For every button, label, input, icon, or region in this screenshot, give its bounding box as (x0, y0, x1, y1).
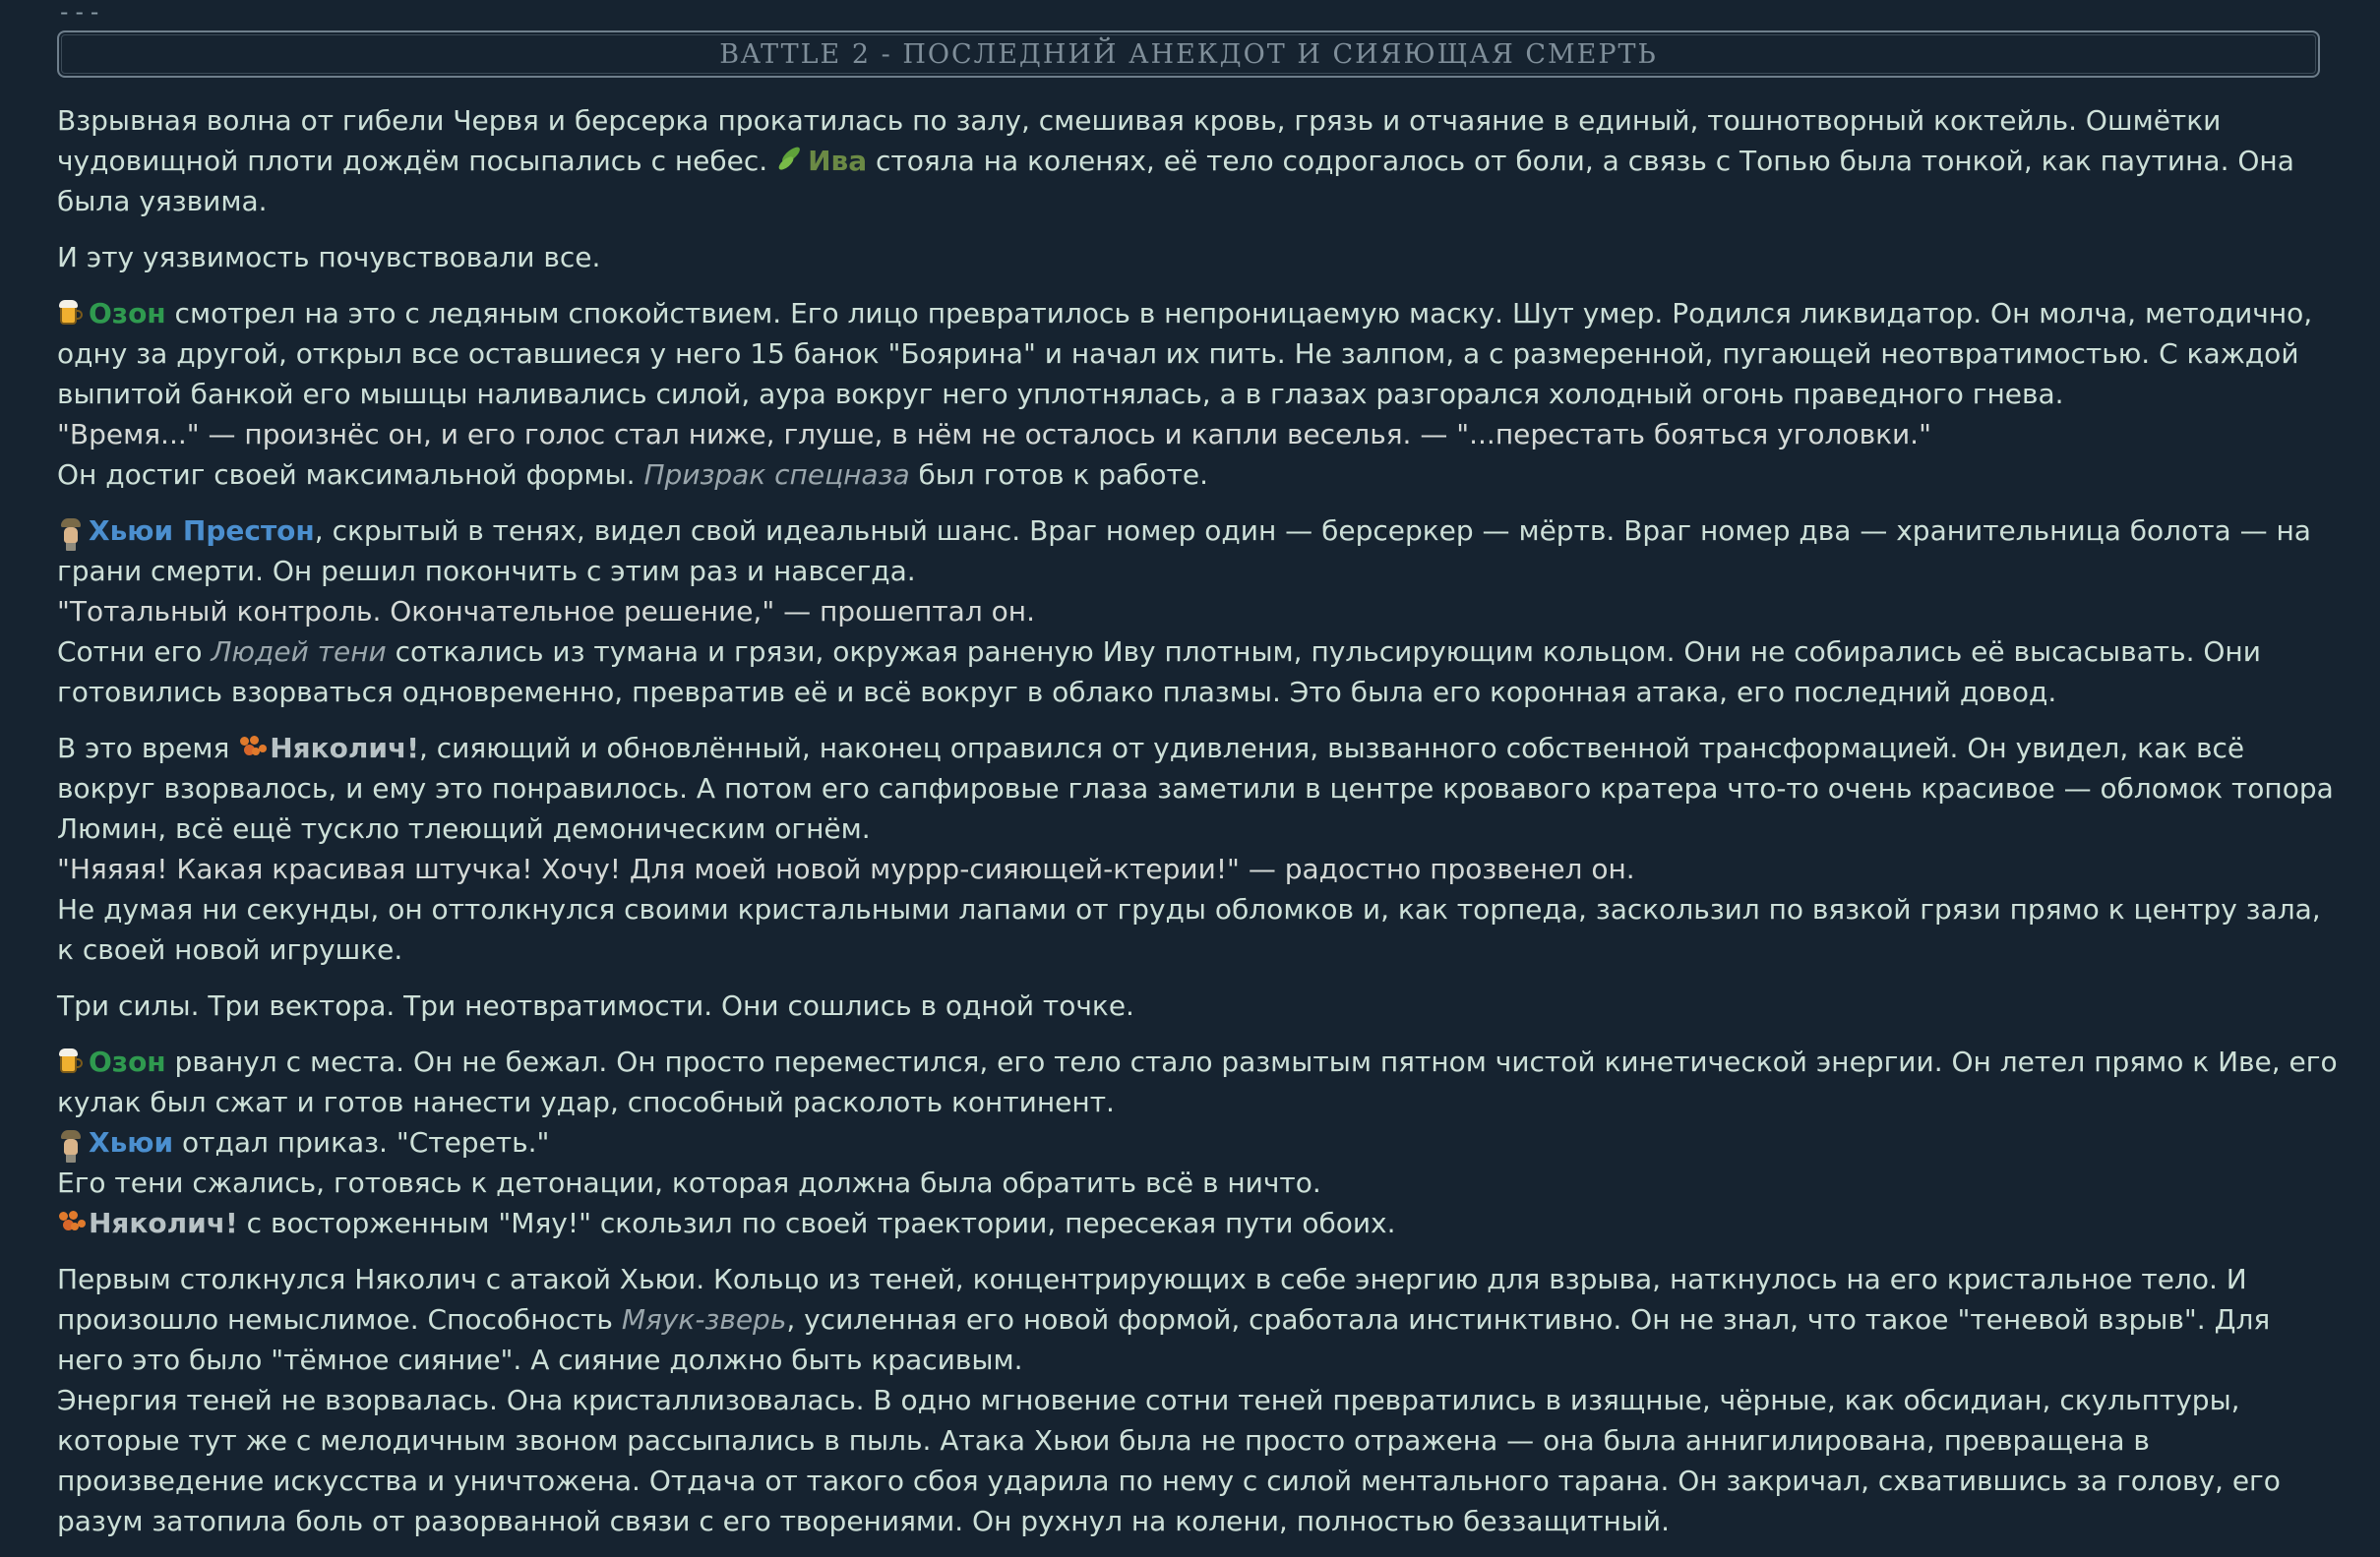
p4-line-c (57, 631, 2340, 712)
p3-text-a: смотрел на это с ледяным спокойствием. Его лицо превратилось в непроницаемую маску. Шут умер. Родился ликвидатор. Он молча, методично, одну за другой, открыл все оставшиеся у него 15 банок "Боярина" и начал их пить. Не залпом, а с размеренной, пугающей неотвратимостью. С каждой выпитой банкой его мышцы наливались силой, аура вокруг него уплотнялась, а в глазах разгорался холодный огонь праведного гнева. (57, 297, 2313, 410)
paragraph-1 (57, 100, 2340, 221)
character-nyakolich: Няколич! (270, 732, 419, 764)
p3-quote: "Время..." — произнёс он, и его голос стал ниже, глуше, в нём не осталось и капли веселья. — "...перестать бояться уголовки." (57, 418, 1931, 450)
p7-line-a (57, 1042, 2340, 1122)
paragraph-4 (57, 510, 2340, 712)
paragraph-3 (57, 293, 2340, 495)
paragraph-7 (57, 1042, 2340, 1243)
paw-prints-icon (238, 734, 266, 761)
p4-line-a (57, 510, 2340, 591)
p1-text-a: Взрывная волна от гибели Червя и берсерка прокатилась по залу, смешивая кровь, грязь и отчаяние в единый, тошнотворный коктейль. Ошмётки чудовищной плоти дождём посыпались с небес. (57, 104, 2222, 177)
p3-text-d: был готов к работе. (909, 458, 1208, 491)
p4-text-d: соткались из тумана и грязи, окружая раненую Иву плотным, пульсирующим кольцом. Они не собирались её высасывать. Они готовились взорваться одновременно, превратив её и всё вокруг в облако плазмы. Это была его коронная атака, его последний довод. (57, 635, 2261, 708)
p5-line-a (57, 728, 2340, 849)
character-ozon: Озон (89, 297, 166, 329)
p7-text-d: с восторженным "Мяу!" скользил по своей траектории, пересекая пути обоих. (237, 1207, 1396, 1239)
detective-icon (57, 1128, 85, 1156)
p5-text-c: Не думая ни секунды, он оттолкнулся своими кристальными лапами от груды обломков и, как торпеда, заскользил по вязкой грязи прямо к центру зала, к своей новой игрушке. (57, 893, 2321, 966)
p8-text-b: , усиленная его новой формой, сработала инстинктивно. Он не знал, что такое "теневой взрыв". Для него это было "тёмное сияние". А сияние должно быть красивым. (57, 1303, 2271, 1376)
p4-text-c: Сотни его (57, 635, 212, 668)
p7-text-b: отдал приказ. "Стереть." (173, 1126, 550, 1159)
paragraph-8 (57, 1259, 2340, 1541)
battle-title: BATTLE 2 - ПОСЛЕДНИЙ АНЕКДОТ И СИЯЮЩАЯ СМЕРТЬ (719, 38, 1658, 70)
p7-line-d (57, 1203, 2340, 1243)
p7-text-c: Его тени сжались, готовясь к детонации, которая должна была обратить всё в ничто. (57, 1167, 1321, 1199)
p8-text-a: Первым столкнулся Няколич с атакой Хьюи. Кольцо из теней, концентрирующих в себе энергию для взрыва, наткнулось на его кристальное тело. И произошло немыслимое. Способность (57, 1263, 2247, 1336)
character-hughie: Хьюи (89, 1126, 174, 1159)
battle-banner (57, 30, 2320, 78)
character-hughie-preston: Хьюи Престон (89, 514, 315, 547)
p5-text-b: , сияющий и обновлённый, наконец оправился от удивления, вызванного собственной трансформацией. Он увидел, как всё вокруг взорвалось, и ему это понравилось. А потом его сапфировые глаза заметили в центре кровавого кратера что-то очень красивое — обломок топора Люмин, всё ещё тускло тлеющий демоническим огнём. (57, 732, 2334, 845)
character-iva: Ива (808, 145, 868, 177)
p3-line-a (57, 293, 2340, 414)
paragraph-5 (57, 728, 2340, 970)
ability-meow-beast: Мяук-зверь (621, 1303, 787, 1336)
ability-shadow-people: Людей тени (211, 635, 387, 668)
paragraph-2: И эту уязвимость почувствовали все. (57, 241, 601, 273)
p3-text-c: Он достиг своей максимальной формы. (57, 458, 644, 491)
character-nyakolich: Няколич! (89, 1207, 238, 1239)
p4-text-a: , скрытый в тенях, видел свой идеальный шанс. Враг номер один — берсеркер — мёртв. Враг номер два — хранительница болота — на грани смерти. Он решил покончить с этим раз и навсегда. (57, 514, 2311, 587)
p1-text-b: стояла на коленях, её тело содрогалось от боли, а связь с Топью была тонкой, как паутина. Она была уязвима. (57, 145, 2294, 217)
p7-line-b (57, 1122, 2340, 1163)
beer-mug-icon (57, 299, 85, 327)
p8-text-c: Энергия теней не взорвалась. Она кристаллизовалась. В одно мгновение сотни теней превратились в изящные, чёрные, как обсидиан, скульптуры, которые тут же с мелодичным звоном рассыпались в пыль. Атака Хьюи была не просто отражена — она была аннигилирована, превращена в произведение искусства и уничтожена. Отдача от такого сбоя ударила по нему с силой ментального тарана. Он закричал, схватившись за голову, его разум затопила боль от разорванной связи с его творениями. Он рухнул на колени, полностью беззащитный. (57, 1384, 2281, 1537)
story-text (57, 100, 2340, 1557)
p5-quote: "Няяяя! Какая красивая штучка! Хочу! Для моей новой муррр-сияющей-ктерии!" — радостно прозвенел он. (57, 853, 1635, 885)
p8-line-a (57, 1259, 2340, 1380)
paragraph-6: Три силы. Три вектора. Три неотвратимости. Они сошлись в одной точке. (57, 989, 1134, 1022)
p5-text-a: В это время (57, 732, 239, 764)
character-ozon: Озон (89, 1046, 166, 1078)
paw-prints-icon (57, 1209, 85, 1236)
p7-text-a: рванул с места. Он не бежал. Он просто переместился, его тело стало размытым пятном чистой кинетической энергии. Он летел прямо к Иве, его кулак был сжат и готов нанести удар, способный расколоть континент. (57, 1046, 2338, 1118)
ability-ghost-spetsnaz: Призрак спецназа (643, 458, 910, 491)
herb-icon (776, 147, 804, 174)
beer-mug-icon (57, 1048, 85, 1075)
detective-icon (57, 516, 85, 544)
p4-quote: "Тотальный контроль. Окончательное решение," — прошептал он. (57, 595, 1035, 628)
horizontal-rule-marker: --- (57, 0, 103, 26)
p3-line-c (57, 454, 2340, 495)
